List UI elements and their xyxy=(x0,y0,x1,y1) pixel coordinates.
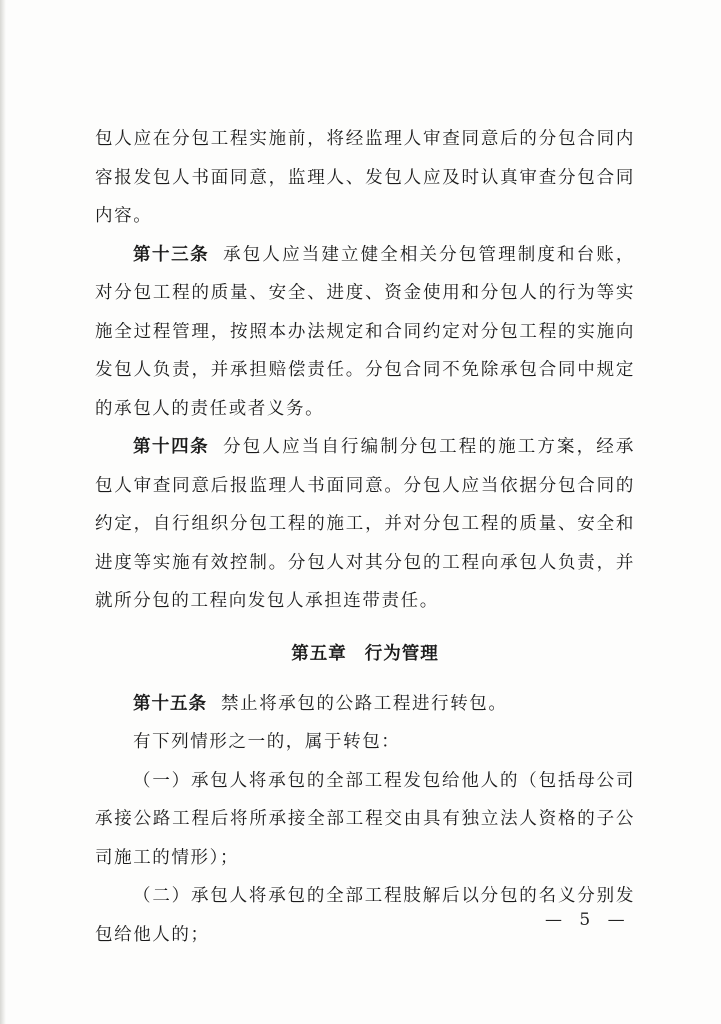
paragraph-text: 禁止将承包的公路工程进行转包。 xyxy=(221,693,508,714)
paragraph-continuation xyxy=(95,120,635,236)
paragraph-text: （二）承包人将承包的全部工程肢解后以分包的名义分别发包给他人的； xyxy=(95,886,635,945)
page-body xyxy=(95,120,635,954)
paragraph-text: （一）承包人将承包的全部工程发包给他人的（包括母公司承接公路工程后将所承接全部工程交由具有独立法人资格的子公司施工的情形）； xyxy=(95,770,635,868)
paragraph-text: 承包人应当建立健全相关分包管理制度和台账，对分包工程的质量、安全、进度、资金使用和分包人的行为等实施全过程管理，按照本办法规定和合同约定对分包工程的实施向发包人负责，并承担赔偿责任。分包合同不免除承包合同中规定的承包人的责任或者义务。 xyxy=(95,244,635,419)
article-label: 第十四条 xyxy=(133,437,210,457)
article-13 xyxy=(95,236,635,429)
chapter-heading xyxy=(95,635,635,673)
article-label: 第十五条 xyxy=(133,693,207,714)
article-15 xyxy=(95,685,635,724)
page-number: — 5 — xyxy=(545,910,631,930)
paragraph-text: 包人应在分包工程实施前，将经监理人审查同意后的分包合同内容报发包人书面同意，监理人、发包人应及时认真审查分包合同内容。 xyxy=(95,129,635,226)
article-14 xyxy=(95,428,635,621)
paragraph-text: 有下列情形之一的，属于转包： xyxy=(133,732,401,752)
article-label: 第十三条 xyxy=(133,244,210,265)
chapter-number: 第五章 xyxy=(291,643,347,664)
list-item-1 xyxy=(95,762,635,878)
paragraph-intro xyxy=(95,723,635,762)
paragraph-text: 分包人应当自行编制分包工程的施工方案，经承包人审查同意后报监理人书面同意。分包人应当依据分包合同的约定，自行组织分包工程的施工，并对分包工程的质量、安全和进度等实施有效控制。分包人对其分包的工程向承包人负责，并就所分包的工程向发包人承担连带责任。 xyxy=(95,437,635,611)
scan-edge xyxy=(0,0,6,1024)
chapter-title: 行为管理 xyxy=(364,643,439,664)
